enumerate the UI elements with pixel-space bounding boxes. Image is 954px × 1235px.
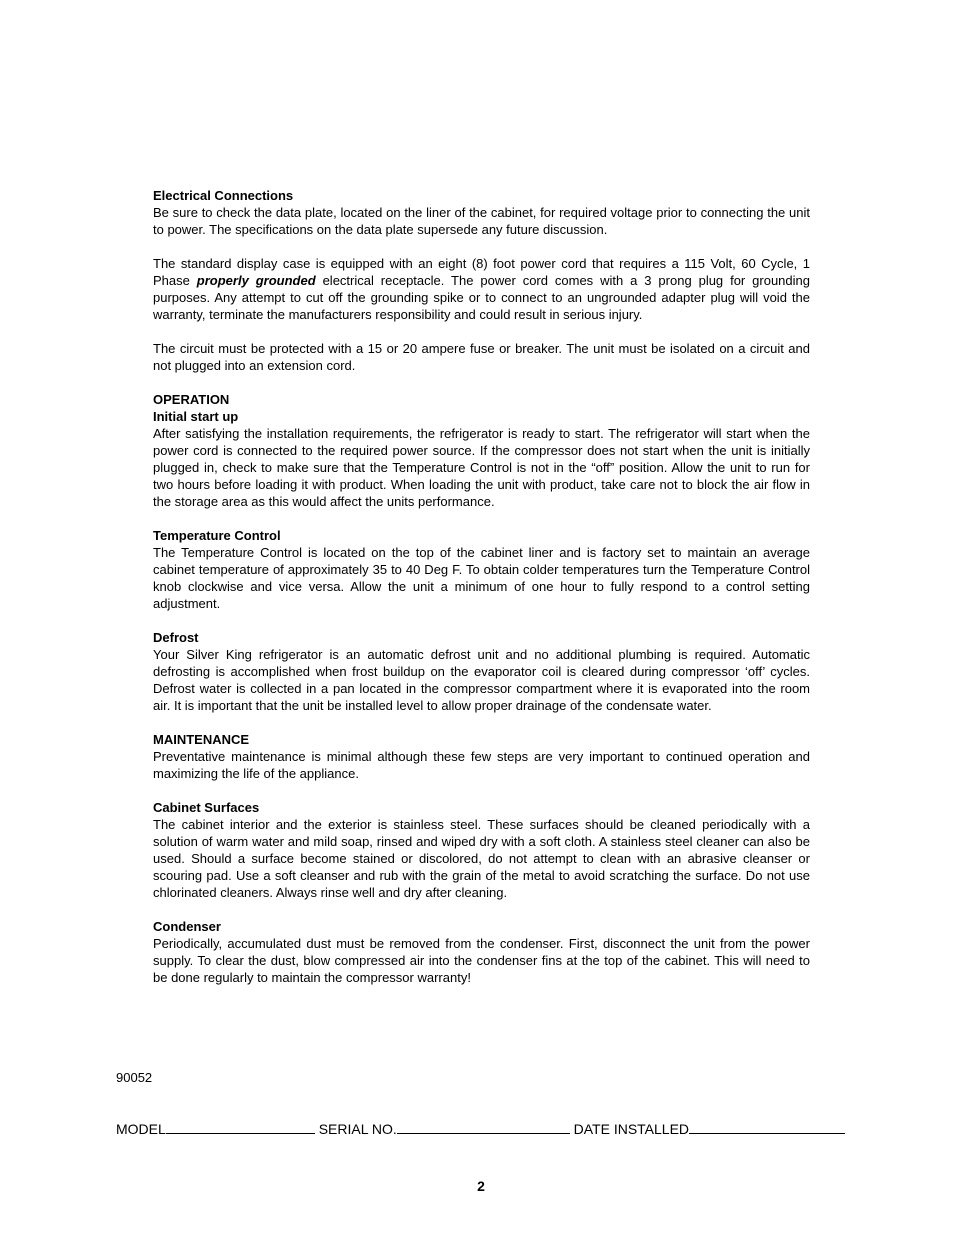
page-number: 2 [477, 1178, 485, 1194]
temperature-control-heading: Temperature Control [153, 528, 281, 543]
initial-start-up-heading: Initial start up [153, 409, 239, 424]
cabinet-surfaces-heading: Cabinet Surfaces [153, 800, 260, 815]
condenser-heading: Condenser [153, 919, 221, 934]
operation-heading: OPERATION [153, 392, 230, 407]
manual-body [153, 187, 810, 986]
maintenance-paragraph: Preventative maintenance is minimal although these few steps are very important to continued operation and maximizing the life of the appliance. [153, 749, 810, 781]
operation-paragraph: After satisfying the installation requirements, the refrigerator is ready to start. The refrigerator will start when the power cord is connected to the required power source. If the compressor does not start when the unit is initially plugged in, check to make sure that the Temperature Control is not in the “off” position. Allow the unit to run for two hours before loading it with product. When loading the unit with product, take care not to block the air flow in the storage area as this would affect the units performance. [153, 426, 810, 509]
installation-record-line [116, 1120, 845, 1138]
condenser-paragraph: Periodically, accumulated dust must be removed from the condenser. First, disconnect the unit from the power supply. To clear the dust, blow compressed air into the condenser fins at the top of the cabinet. This will need to be done regularly to maintain the compressor warranty! [153, 936, 810, 985]
document-code: 90052 [116, 1070, 153, 1085]
electrical-paragraph-2 [153, 255, 810, 323]
properly-grounded-emphasis: properly grounded [196, 273, 316, 288]
date-installed-label: DATE INSTALLED [573, 1121, 690, 1137]
maintenance-heading: MAINTENANCE [153, 732, 250, 747]
electrical-paragraph-2-start: The standard display case is equipped with an eight (8) foot power cord that requires a 115 Volt, 60 Cycle, 1 Phase [153, 256, 810, 288]
defrost-heading: Defrost [153, 630, 199, 645]
model-blank [166, 1120, 315, 1134]
cabinet-surfaces-paragraph: The cabinet interior and the exterior is stainless steel. These surfaces should be cleaned periodically with a solution of warm water and mild soap, rinsed and wiped dry with a soft cloth. A stainless steel cleaner can also be used. Should a surface become stained or discolored, do not attempt to clean with an abrasive cleanser or scouring pad. Use a soft cleanser and rub with the grain of the metal to avoid scratching the surface. Do not use chlorinated cleaners. Always rinse well and dry after cleaning. [153, 817, 810, 900]
date-installed-blank [689, 1120, 845, 1134]
serial-blank [397, 1120, 570, 1134]
electrical-paragraph-1: Be sure to check the data plate, located on the liner of the cabinet, for required voltage prior to connecting the unit to power. The specifications on the data plate supersede any future discussion. [153, 205, 810, 237]
electrical-paragraph-2-end: electrical receptacle. The power cord comes with a 3 prong plug for grounding purposes. Any attempt to cut off the grounding spike or to connect to an ungrounded adapter plug will void the warranty, terminate the manufacturers responsibility and could result in serious injury. [153, 273, 810, 322]
model-label: MODEL [116, 1121, 166, 1137]
electrical-connections-heading: Electrical Connections [153, 188, 294, 203]
temperature-control-paragraph: The Temperature Control is located on the top of the cabinet liner and is factory set to maintain an average cabinet temperature of approximately 35 to 40 Deg F. To obtain colder temperatures turn the Temperature Control knob clockwise and vice versa. Allow the unit a minimum of one hour to fully respond to a control setting adjustment. [153, 545, 810, 611]
serial-label: SERIAL NO. [318, 1121, 397, 1137]
electrical-paragraph-3: The circuit must be protected with a 15 or 20 ampere fuse or breaker. The unit must be isolated on a circuit and not plugged into an extension cord. [153, 341, 810, 373]
defrost-paragraph: Your Silver King refrigerator is an automatic defrost unit and no additional plumbing is required. Automatic defrosting is accomplished when frost buildup on the evaporator coil is cleared during compressor ‘off’ cycles. Defrost water is collected in a pan located in the compressor compartment where it is evaporated into the room air. It is important that the unit be installed level to allow proper drainage of the condensate water. [153, 647, 810, 713]
